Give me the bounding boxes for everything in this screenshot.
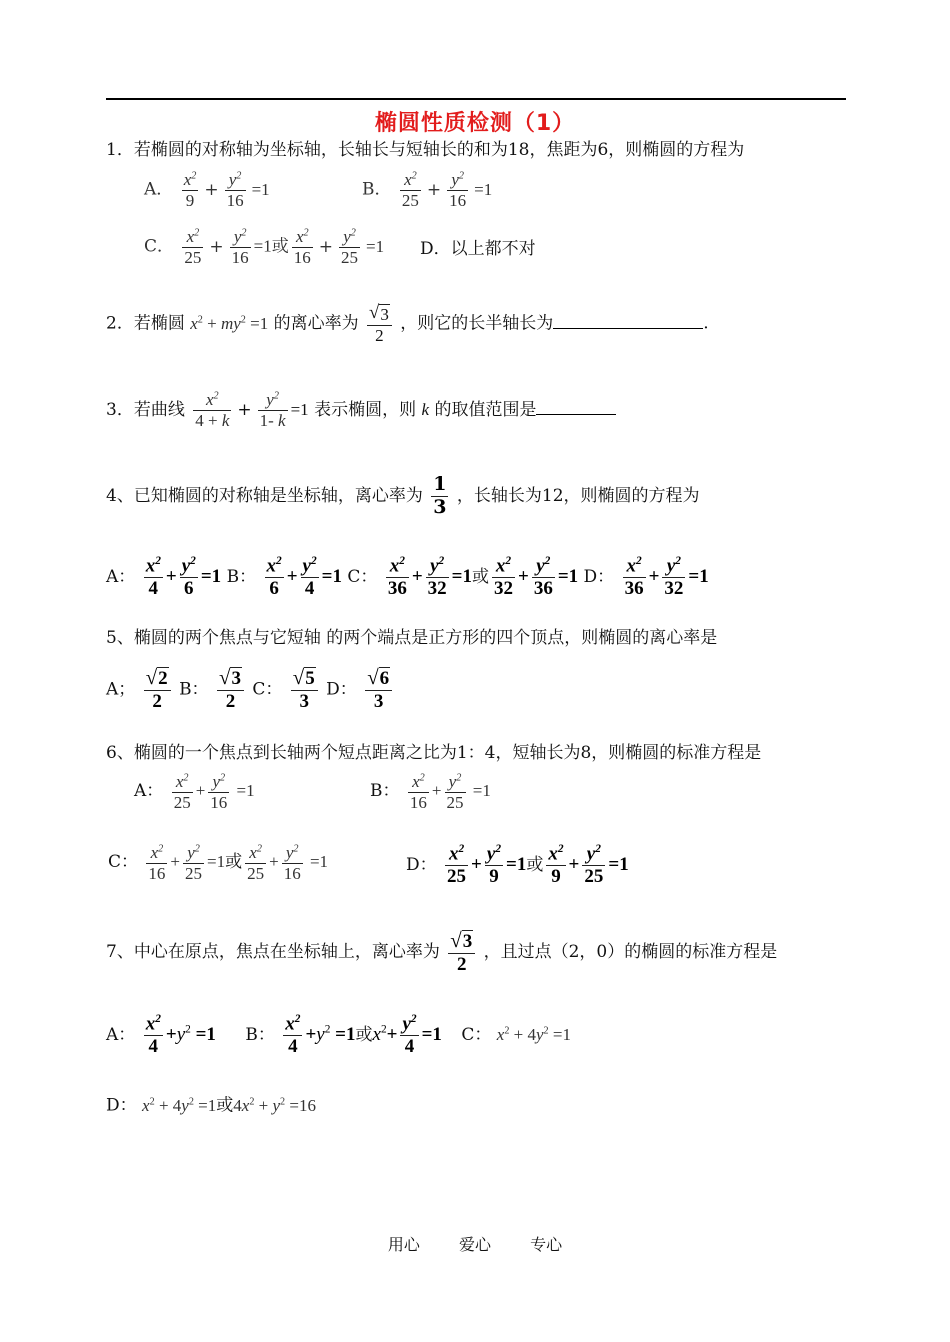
footer: 用心 爱心 专心 xyxy=(387,1235,563,1254)
question-5-text: 5、椭圆的两个焦点与它短轴 的两个端点是正方形的四个顶点，则椭圆的离心率是 xyxy=(106,628,718,648)
fraction: $\frac{y^2}{16}$ xyxy=(231,227,249,267)
fraction: $\frac{y^2}{16}$ xyxy=(226,170,244,210)
question-2: 2．若椭圆 $x^2 + my^2 =1$ 的离心率为 √ 3 2 ，则它的长半轴长为 . xyxy=(106,302,709,345)
q7-options-abc: A： $\frac{x^2}{4}$ $+y^2 =1$ B： $\frac{x^2}{4}$ $+y^2 =1$或$x^2+$ $\frac{y^2}{4}$ =1 C： $x^2 + 4y^2 =1$ xyxy=(106,1013,571,1058)
answer-blank[interactable] xyxy=(553,312,703,329)
fraction: $\frac{x^2}{9}$ xyxy=(183,170,197,210)
q6-option-b: B： $\frac{x^2}{16}$ + $\frac{y^2}{25}$ =1 xyxy=(370,772,491,812)
q5-options: A； √ 2 2 B： √ 3 2 C： √ 5 3 D： √ 6 3 xyxy=(106,667,395,713)
answer-blank[interactable] xyxy=(536,398,616,415)
q6-option-d: D： $\frac{x^2}{25}$ + $\frac{y^2}{9}$ =1或 $\frac{x^2}{9}$ + $\frac{y^2}{25}$ =1 xyxy=(406,843,629,888)
q1-option-d: D．以上都不对 xyxy=(420,239,536,259)
question-3: 3．若曲线 $\frac{x^2}{4 + k}$ + $\frac{y^2}{1- k}$ =1 表示椭圆，则 k 的取值范围是 xyxy=(106,378,616,442)
question-6-text: 6、椭圆的一个焦点到长轴两个短点距离之比为1：4，短轴长为8，则椭圆的标准方程是 xyxy=(106,743,762,763)
page-title: 椭圆性质检测（1） xyxy=(374,111,576,136)
question-7: 7、中心在原点，焦点在坐标轴上，离心率为 √ 3 2 ，且过点（2，0）的椭圆的标准方程是 xyxy=(106,927,778,975)
fraction: $\frac{x^2}{25}$ xyxy=(184,227,202,267)
header-rule xyxy=(106,98,846,100)
fraction: $\frac{y^2}{25}$ xyxy=(341,227,359,267)
q4-options: A： $\frac{x^2}{4}$ + $\frac{y^2}{6}$ =1 B： $\frac{x^2}{6}$ + $\frac{y^2}{4}$ =1 C： $\frac{x^2}{36}$ + $\frac{y^2}{32}$ =1或 $\frac{x^2}{32}$ + $\frac{y^2}{36}$ =1 D： $\frac{x^2}{36}$ + $\frac{y^2}{32}$ =1 xyxy=(106,555,709,600)
fraction: $\frac{x^2}{16}$ xyxy=(293,227,311,267)
fraction-sqrt3-over-2: √ 3 2 xyxy=(448,930,475,976)
q6-option-a: A： $\frac{x^2}{25}$ + $\frac{y^2}{16}$ =1 xyxy=(134,772,255,812)
fraction: $\frac{y^2}{16}$ xyxy=(449,170,467,210)
question-1-text: 1．若椭圆的对称轴为坐标轴，长轴长与短轴长的和为18，焦距为6，则椭圆的方程为 xyxy=(106,140,745,160)
fraction: $\frac{x^2}{4 + k}$ xyxy=(195,390,230,430)
fraction-sqrt3-over-2: √ 3 2 xyxy=(367,303,392,345)
q1-option-c: C． $\frac{x^2}{25}$ + $\frac{y^2}{16}$ =1或 $\frac{x^2}{16}$ + $\frac{y^2}{25}$ =1 xyxy=(144,227,385,267)
q6-option-c: C： $\frac{x^2}{16}$ + $\frac{y^2}{25}$ =1或 $\frac{x^2}{25}$ + $\frac{y^2}{16}$ =1 xyxy=(108,843,329,883)
question-4: 4、已知椭圆的对称轴是坐标轴，离心率为 $\frac{1}{3}$ ，长轴长为12，则椭圆的方程为 xyxy=(106,473,700,518)
fraction: $\frac{y^2}{1- k}$ xyxy=(259,390,286,430)
fraction: $\frac{x^2}{25}$ xyxy=(401,170,419,210)
q1-option-b: B． $\frac{x^2}{25}$ + $\frac{y^2}{16}$ =1 xyxy=(362,170,493,210)
fraction-one-third: $\frac{1}{3}$ xyxy=(433,473,447,518)
q7-option-d: D： $x^2 + 4y^2 =1$或$4x^2 + y^2 =16$ xyxy=(106,1095,316,1116)
q1-option-a: A． $\frac{x^2}{9}$ + $\frac{y^2}{16}$ =1 xyxy=(144,170,270,210)
